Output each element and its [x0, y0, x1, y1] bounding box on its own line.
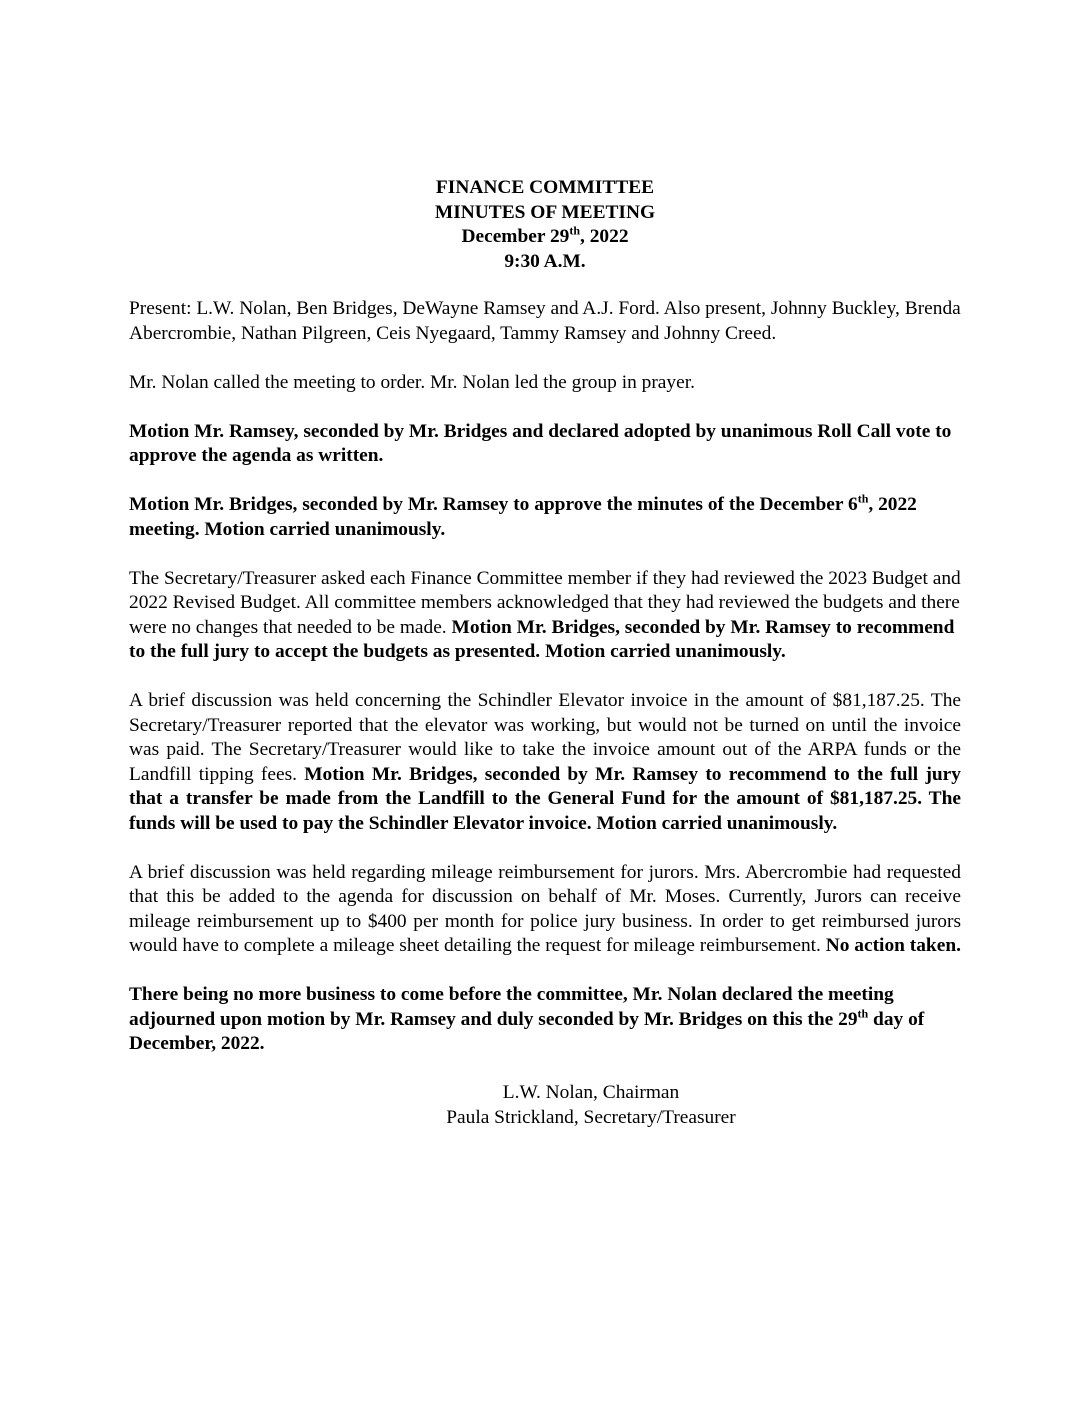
motion-agenda-paragraph: Motion Mr. Ramsey, seconded by Mr. Bridges and declared adopted by unanimous Roll Call vote to approve the agenda as written.: [129, 420, 952, 466]
committee-title: FINANCE COMMITTEE: [435, 177, 655, 198]
motion-minutes-ordinal: th: [857, 491, 869, 506]
motion-minutes-text: Motion Mr. Bridges, seconded by Mr. Ramsey to approve the minutes of the December 6: [129, 494, 858, 515]
adjournment-text: There being no more business to come before the committee, Mr. Nolan declared the meeting adjourned upon motion by Mr. Ramsey and duly seconded by Mr. Bridges on this the 29: [129, 984, 894, 1030]
mileage-paragraph: [129, 861, 961, 959]
budget-text: The Secretary/Treasurer asked each Finance Committee member if they had reviewed the 2023 Budget and 2022 Revised Budget. All committee members acknowledged that they had reviewed the budgets and there were no changes that needed to be made.: [129, 567, 961, 638]
adjournment-tail: day of December, 2022.: [129, 1008, 925, 1054]
mileage-action: No action taken.: [825, 935, 961, 956]
mileage-text: A brief discussion was held regarding mileage reimbursement for jurors. Mrs. Abercrombie had requested that this be added to the agenda for discussion on behalf of Mr. Moses. Currently, Jurors can receive mileage reimbursement up to $400 per month for police jury business. In order to get reimbursed jurors would have to complete a mileage sheet detailing the request for mileage reimbursement.: [129, 861, 961, 956]
motion-minutes-paragraph: [129, 493, 961, 542]
chairman-signature: L.W. Nolan, Chairman: [502, 1082, 680, 1103]
adjournment-paragraph: [129, 983, 961, 1057]
adjournment-ordinal: th: [857, 1006, 869, 1021]
meeting-time: 9:30 A.M.: [504, 250, 586, 272]
meeting-date-ordinal: th: [569, 223, 581, 238]
attendance-paragraph: Present: L.W. Nolan, Ben Bridges, DeWayne Ramsey and A.J. Ford. Also present, Johnny Buckley, Brenda Abercrombie, Nathan Pilgreen, Ceis Nyegaard, Tammy Ramsey and Johnny Creed.: [129, 298, 961, 344]
signature-block: [431, 1081, 751, 1130]
elevator-text: A brief discussion was held concerning the Schindler Elevator invoice in the amount of $81,187.25. The Secretary/Treasurer reported that the elevator was working, but would not be turned on until the invoice was paid. The Secretary/Treasurer would like to take the invoice amount out of the ARPA funds or the Landfill tipping fees.: [129, 690, 961, 785]
minutes-document: [129, 176, 961, 1130]
meeting-date-year: , 2022: [580, 226, 629, 247]
budget-paragraph: [129, 567, 961, 665]
meeting-date-text: December 29: [461, 226, 570, 247]
secretary-signature: Paula Strickland, Secretary/Treasurer: [446, 1106, 736, 1128]
budget-motion: Motion Mr. Bridges, seconded by Mr. Ramsey to recommend to the full jury to accept the budgets as presented. Motion carried unanimously.: [129, 616, 955, 662]
elevator-paragraph: [129, 689, 961, 836]
document-heading: [129, 176, 961, 274]
elevator-motion: Motion Mr. Bridges, seconded by Mr. Ramsey to recommend to the full jury that a transfer be made from the Landfill to the General Fund for the amount of $81,187.25. The funds will be used to pay the Schindler Elevator invoice. Motion carried unanimously.: [129, 763, 961, 834]
meeting-date: [129, 225, 961, 250]
motion-minutes-tail: , 2022 meeting. Motion carried unanimously.: [129, 494, 917, 540]
minutes-title: MINUTES OF MEETING: [434, 201, 656, 223]
call-to-order-paragraph: Mr. Nolan called the meeting to order. Mr. Nolan led the group in prayer.: [129, 371, 695, 393]
